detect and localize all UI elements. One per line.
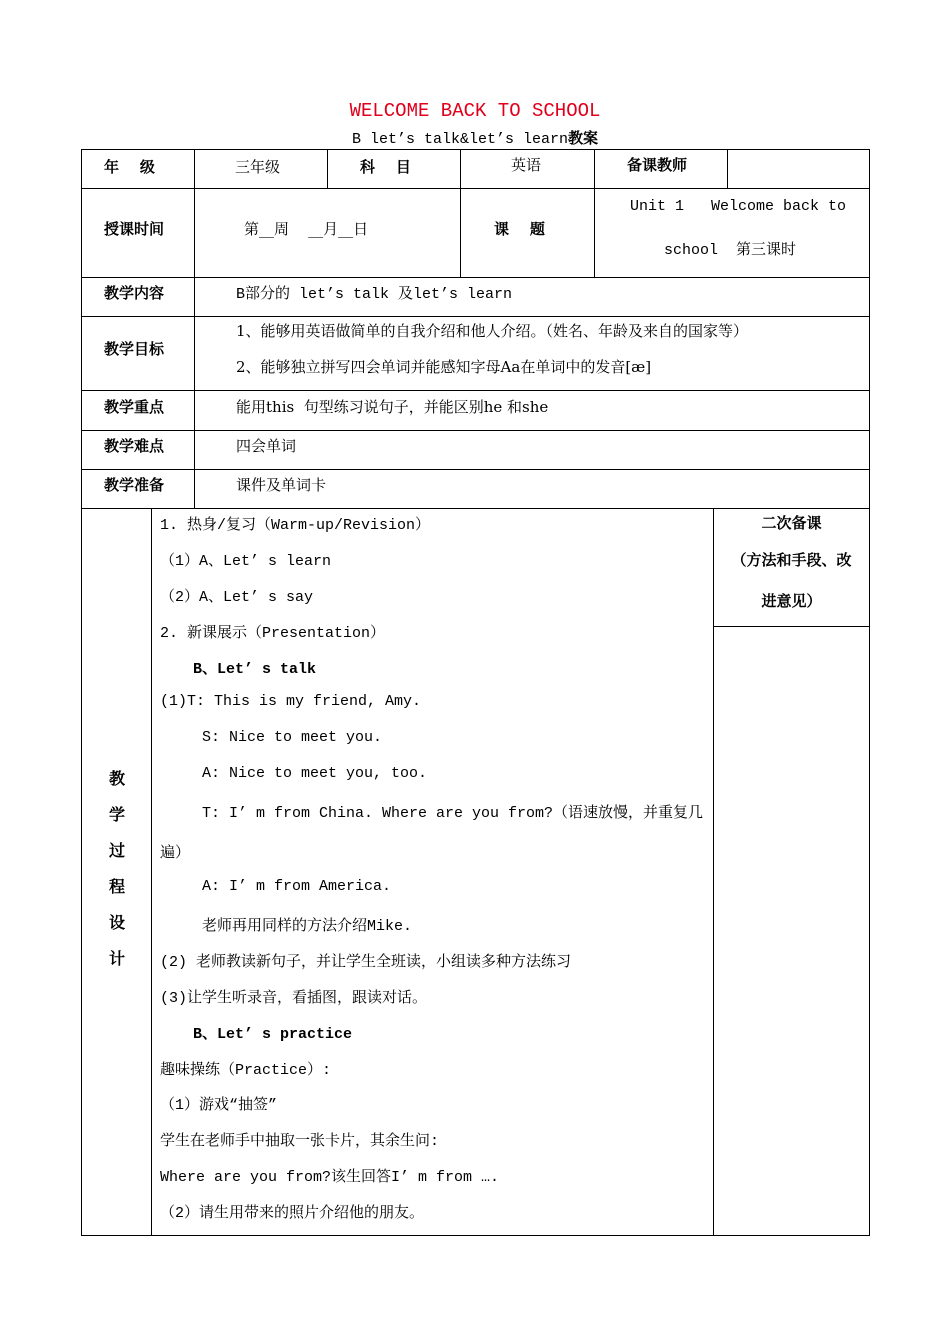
process-line: 老师再用同样的方法介绍Mike. (202, 918, 413, 935)
process-line: Where are you from?该生回答I’ m from …. (160, 1169, 500, 1186)
key-value: 能用this 句型练习说句子，并能区别he 和she (236, 398, 549, 416)
process-line: 遍） (160, 845, 191, 862)
goal-item-2: 2、能够独立拼写四会单词并能感知字母Aa在单词中的发音[æ] (236, 358, 652, 376)
process-label-char-3: 过 (108, 841, 125, 860)
topic-value-line1: Unit 1 Welcome back to (630, 198, 847, 215)
process-label-char-6: 计 (108, 949, 125, 968)
process-line: A: I’ m from America. (202, 878, 392, 895)
subject-value: 英语 (511, 156, 542, 174)
process-line: 学生在老师手中抽取一张卡片，其余生问: (160, 1133, 440, 1150)
process-line: B、Let’ s talk (193, 661, 317, 678)
document-title: WELCOME BACK TO SCHOOL (349, 100, 601, 122)
difficult-label: 教学难点 (104, 437, 165, 455)
process-line: S: Nice to meet you. (202, 729, 383, 746)
process-line: （1）A、Let’ s learn (160, 553, 332, 570)
process-label-char-2: 学 (108, 805, 125, 824)
process-label-char-4: 程 (108, 877, 125, 896)
process-line: (1)T: This is my friend, Amy. (160, 693, 422, 710)
process-line: 2. 新课展示（Presentation） (160, 625, 386, 642)
teacher-label: 备课教师 (627, 156, 688, 174)
process-label-char-5: 设 (108, 913, 125, 932)
process-line: B、Let’ s practice (193, 1026, 353, 1043)
document-subtitle (0, 127, 950, 148)
cell-process-body (151, 508, 714, 1236)
side-notes-title: 二次备课 (761, 514, 822, 532)
topic-value-line2: school 第三课时 (664, 242, 797, 259)
grade-value: 三年级 (235, 158, 281, 176)
process-line: （2）A、Let’ s say (160, 589, 314, 606)
process-line: （2）请生用带来的照片介绍他的朋友。 (160, 1205, 425, 1222)
subtitle-topic: B let’s talk&let’s learn (351, 131, 569, 148)
subtitle-suffix: 教案 (568, 129, 599, 147)
cell-teacher-value (727, 149, 870, 189)
process-label-char-1: 教 (108, 769, 125, 788)
process-line: （1）游戏“抽签” (160, 1097, 278, 1114)
process-line: (3)让学生听录音，看插图，跟读对话。 (160, 990, 428, 1007)
grade-label: 年 级 (104, 158, 155, 176)
content-label: 教学内容 (104, 284, 165, 302)
side-notes-subtitle-2: 进意见） (761, 592, 822, 610)
process-line: (2) 老师教读新句子，并让学生全班读，小组读多种方法练习 (160, 954, 572, 971)
goal-label: 教学目标 (104, 340, 165, 358)
process-line: 1. 热身/复习（Warm-up/Revision） (160, 517, 431, 534)
difficult-value: 四会单词 (236, 437, 297, 455)
process-line: T: I’ m from China. Where are you from?（语速放慢，并重复几 (202, 805, 704, 822)
key-label: 教学重点 (104, 398, 165, 416)
topic-label: 课 题 (494, 220, 545, 238)
prep-value: 课件及单词卡 (236, 476, 327, 494)
process-line: 趣味操练（Practice）: (160, 1062, 332, 1079)
content-value: B部分的 let’s talk 及let’s learn (236, 286, 513, 303)
prep-label: 教学准备 (104, 476, 165, 494)
time-value: 第__周 __月__日 (244, 220, 369, 238)
subject-label: 科 目 (360, 158, 411, 176)
cell-process-label (81, 508, 152, 1236)
time-label: 授课时间 (104, 220, 165, 238)
goal-item-1: 1、能够用英语做简单的自我介绍和他人介绍。（姓名、年龄及来自的国家等） (236, 322, 749, 340)
process-line: A: Nice to meet you, too. (202, 765, 428, 782)
cell-side-notes-body (713, 626, 870, 1236)
side-notes-subtitle-1: （方法和手段、改 (731, 551, 852, 569)
